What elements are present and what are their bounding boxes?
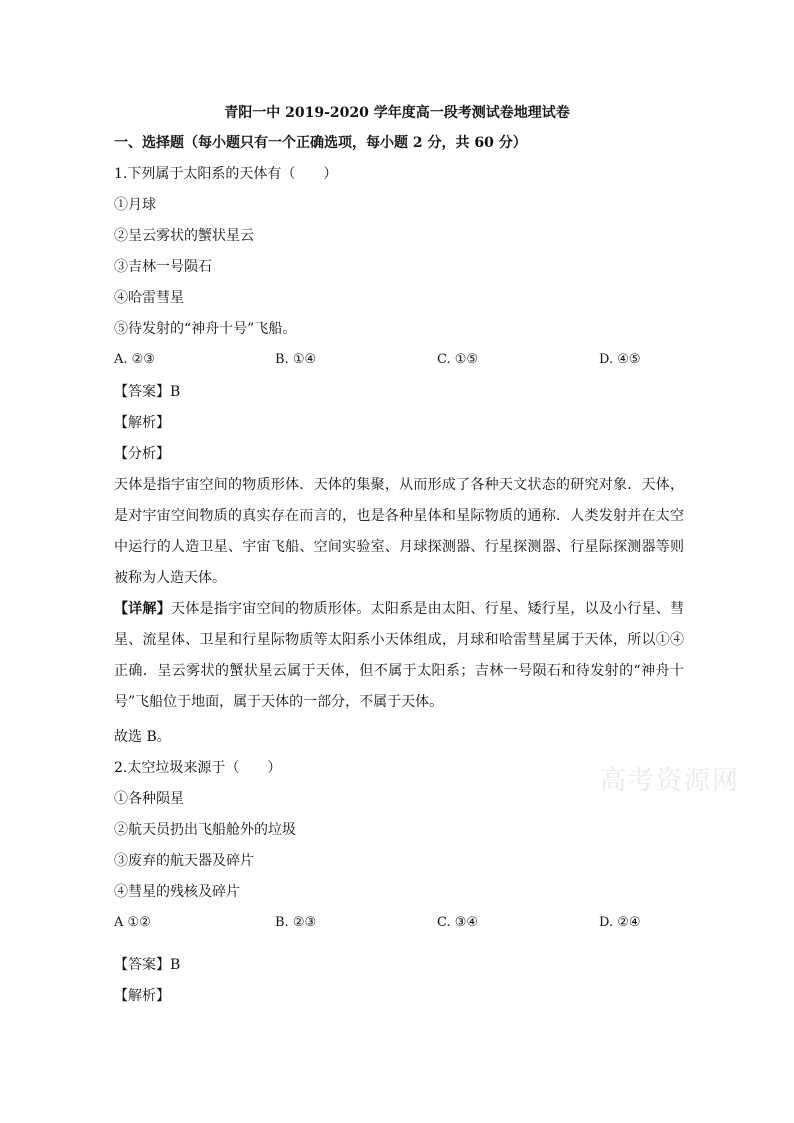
question-1-conclusion: 故选 B。	[114, 729, 171, 745]
question-1-fenxi-label: 【分析】	[114, 446, 170, 462]
question-1-detail	[114, 594, 684, 718]
question-2-analysis-label: 【解析】	[114, 988, 170, 1004]
question-2-option-c: C. ③④	[437, 915, 479, 930]
question-1-item: ②呈云雾状的蟹状星云	[114, 228, 254, 244]
question-1-option-c: C. ①⑤	[437, 352, 479, 367]
question-1-item: ④哈雷彗星	[114, 290, 184, 306]
question-2-item: ③废弃的航天器及碎片	[114, 853, 254, 869]
question-2-answer: 【答案】B	[114, 957, 181, 973]
question-2-item: ①各种陨星	[114, 791, 184, 807]
question-1-detail-label: 【详解】	[114, 601, 172, 617]
question-2-item: ④彗星的残核及碎片	[114, 884, 240, 900]
question-2-item: ②航天员扔出飞船舱外的垃圾	[114, 822, 296, 838]
question-1-option-a: A. ②③	[114, 352, 155, 367]
watermark: 高考资源网	[600, 766, 741, 796]
question-2-stem: 2.太空垃圾来源于（ ）	[114, 760, 282, 776]
section-heading: 一、选择题（每小题只有一个正确选项，每小题 2 分，共 60 分）	[114, 135, 527, 151]
question-2-option-d: D. ②④	[599, 915, 641, 930]
question-1-option-b: B. ①④	[275, 352, 317, 367]
page-title: 青阳一中 2019-2020 学年度高一段考测试卷地理试卷	[224, 105, 570, 121]
question-1-item: ③吉林一号陨石	[114, 259, 212, 275]
question-2-option-a: A ①②	[114, 915, 151, 930]
question-1-item: ⑤待发射的“神舟十号”飞船。	[114, 321, 297, 337]
question-1-item: ①月球	[114, 197, 156, 213]
question-1-answer: 【答案】B	[114, 384, 181, 400]
question-1-option-d: D. ④⑤	[599, 352, 641, 367]
question-1-analysis-label: 【解析】	[114, 415, 170, 431]
question-2-option-b: B. ②③	[275, 915, 317, 930]
question-1-stem: 1.下列属于太阳系的天体有（ ）	[114, 166, 338, 182]
question-1-fenxi-text: 天体是指宇宙空间的物质形体．天体的集聚，从而形成了各种天文状态的研究对象．天体，是对宇宙空间物质的真实存在而言的，也是各种星体和星际物质的通称．人类发射并在太空中运行的人造卫星、宇宙飞船、空间实验室、月球探测器、行星探测器、行星际探测器等则被称为人造天体。	[114, 477, 684, 586]
question-1-detail-text: 天体是指宇宙空间的物质形体。太阳系是由太阳、行星、矮行星，以及小行星、彗星、流星体、卫星和行星际物质等太阳系小天体组成，月球和哈雷彗星属于天体，所以①④正确．呈云雾状的蟹状星云属于天体，但不属于太阳系；吉林一号陨石和待发射的“神舟十号”飞船位于地面，属于天体的一部分，不属于天体。	[114, 601, 685, 710]
